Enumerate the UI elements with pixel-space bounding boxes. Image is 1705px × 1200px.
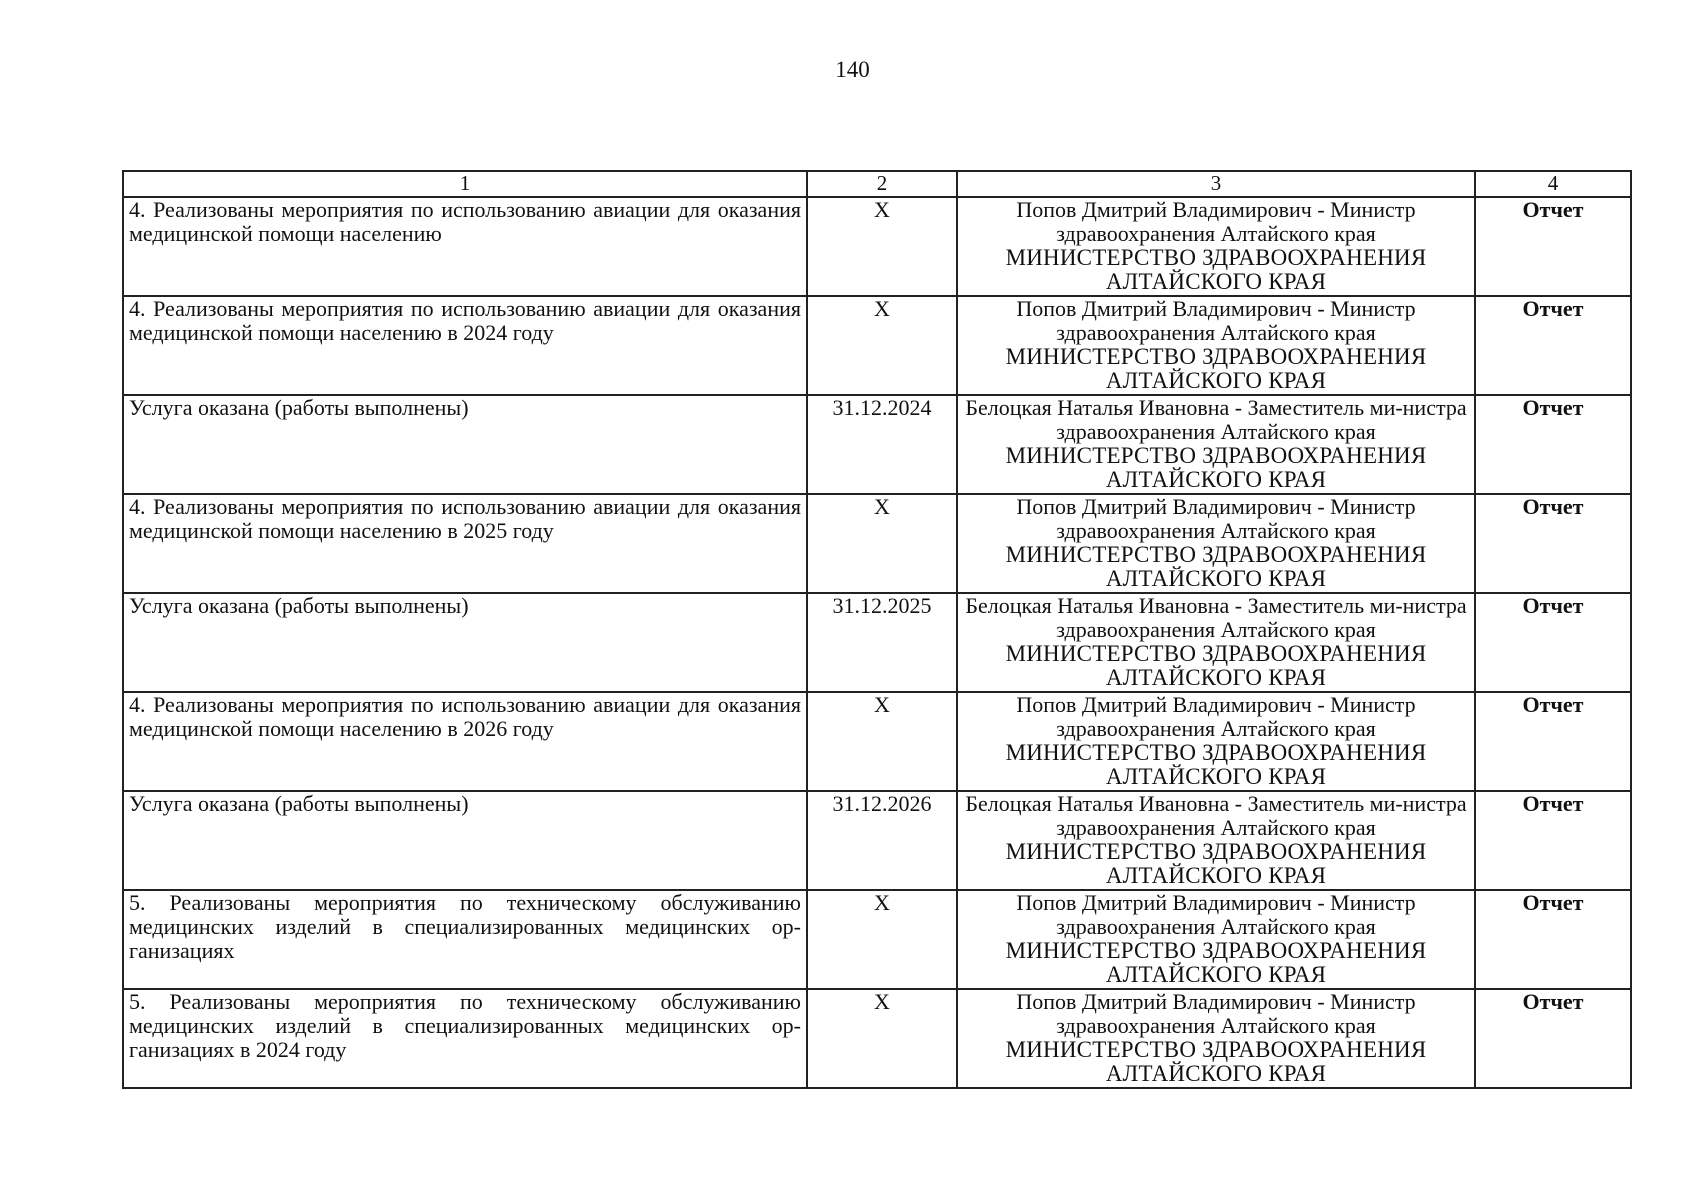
responsible-organization: МИНИСТЕРСТВО ЗДРАВООХРАНЕНИЯ АЛТАЙСКОГО КРАЯ xyxy=(1005,542,1427,591)
responsible-organization: МИНИСТЕРСТВО ЗДРАВООХРАНЕНИЯ АЛТАЙСКОГО КРАЯ xyxy=(1005,839,1427,888)
responsible-person: Белоцкая Наталья Ивановна - Заместитель ми-нистра здравоохранения Алтайского края xyxy=(965,395,1467,444)
responsible-organization: МИНИСТЕРСТВО ЗДРАВООХРАНЕНИЯ АЛТАЙСКОГО КРАЯ xyxy=(1005,740,1427,789)
row-description: 4. Реализованы мероприятия по использованию авиации для оказания медицинской помощи населению в 2026 году xyxy=(123,692,807,791)
row-description: 5. Реализованы мероприятия по техническому обслуживанию медицинских изделий в специализированных медицинских ор-ганизациях в 2024 году xyxy=(123,989,807,1088)
row-responsible xyxy=(957,395,1475,494)
table-row xyxy=(123,791,1631,890)
table-row xyxy=(123,593,1631,692)
row-date: 31.12.2025 xyxy=(807,593,957,692)
row-document: Отчет xyxy=(1475,791,1631,890)
row-date: X xyxy=(807,692,957,791)
row-date: 31.12.2024 xyxy=(807,395,957,494)
responsible-person: Попов Дмитрий Владимирович - Министр здравоохранения Алтайского края xyxy=(1016,494,1416,543)
row-responsible xyxy=(957,692,1475,791)
row-date: X xyxy=(807,296,957,395)
row-description: 4. Реализованы мероприятия по использованию авиации для оказания медицинской помощи населению в 2024 году xyxy=(123,296,807,395)
row-document: Отчет xyxy=(1475,197,1631,296)
row-document: Отчет xyxy=(1475,890,1631,989)
row-document: Отчет xyxy=(1475,296,1631,395)
data-table xyxy=(122,170,1632,1089)
responsible-person: Белоцкая Наталья Ивановна - Заместитель ми-нистра здравоохранения Алтайского края xyxy=(965,593,1467,642)
row-document: Отчет xyxy=(1475,989,1631,1088)
row-description: Услуга оказана (работы выполнены) xyxy=(123,791,807,890)
column-header-2: 2 xyxy=(807,171,957,197)
row-document: Отчет xyxy=(1475,593,1631,692)
responsible-person: Попов Дмитрий Владимирович - Министр здравоохранения Алтайского края xyxy=(1016,989,1416,1038)
row-date: 31.12.2026 xyxy=(807,791,957,890)
row-responsible xyxy=(957,989,1475,1088)
row-responsible xyxy=(957,197,1475,296)
column-header-3: 3 xyxy=(957,171,1475,197)
table-row xyxy=(123,692,1631,791)
row-date: X xyxy=(807,989,957,1088)
row-description: 5. Реализованы мероприятия по техническому обслуживанию медицинских изделий в специализированных медицинских ор-ганизациях xyxy=(123,890,807,989)
table-row xyxy=(123,395,1631,494)
row-description: 4. Реализованы мероприятия по использованию авиации для оказания медицинской помощи населению в 2025 году xyxy=(123,494,807,593)
table-row xyxy=(123,296,1631,395)
table-row xyxy=(123,494,1631,593)
row-document: Отчет xyxy=(1475,692,1631,791)
column-header-1: 1 xyxy=(123,171,807,197)
responsible-organization: МИНИСТЕРСТВО ЗДРАВООХРАНЕНИЯ АЛТАЙСКОГО КРАЯ xyxy=(1005,245,1427,294)
column-header-4: 4 xyxy=(1475,171,1631,197)
row-date: X xyxy=(807,197,957,296)
table-row xyxy=(123,197,1631,296)
row-date: X xyxy=(807,494,957,593)
row-document: Отчет xyxy=(1475,395,1631,494)
row-description: Услуга оказана (работы выполнены) xyxy=(123,395,807,494)
responsible-person: Попов Дмитрий Владимирович - Министр здравоохранения Алтайского края xyxy=(1016,890,1416,939)
row-responsible xyxy=(957,890,1475,989)
row-description: Услуга оказана (работы выполнены) xyxy=(123,593,807,692)
row-responsible xyxy=(957,593,1475,692)
responsible-person: Попов Дмитрий Владимирович - Министр здравоохранения Алтайского края xyxy=(1016,197,1416,246)
responsible-organization: МИНИСТЕРСТВО ЗДРАВООХРАНЕНИЯ АЛТАЙСКОГО КРАЯ xyxy=(1005,443,1427,492)
row-responsible xyxy=(957,494,1475,593)
row-responsible xyxy=(957,296,1475,395)
row-date: X xyxy=(807,890,957,989)
table-row xyxy=(123,989,1631,1088)
responsible-organization: МИНИСТЕРСТВО ЗДРАВООХРАНЕНИЯ АЛТАЙСКОГО КРАЯ xyxy=(1005,1037,1427,1086)
page-number: 140 xyxy=(835,57,870,82)
responsible-person: Попов Дмитрий Владимирович - Министр здравоохранения Алтайского края xyxy=(1016,296,1416,345)
table-header-row xyxy=(123,171,1631,197)
responsible-organization: МИНИСТЕРСТВО ЗДРАВООХРАНЕНИЯ АЛТАЙСКОГО КРАЯ xyxy=(1005,641,1427,690)
row-document: Отчет xyxy=(1475,494,1631,593)
responsible-person: Попов Дмитрий Владимирович - Министр здравоохранения Алтайского края xyxy=(1016,692,1416,741)
table-row xyxy=(123,890,1631,989)
responsible-person: Белоцкая Наталья Ивановна - Заместитель ми-нистра здравоохранения Алтайского края xyxy=(965,791,1467,840)
responsible-organization: МИНИСТЕРСТВО ЗДРАВООХРАНЕНИЯ АЛТАЙСКОГО КРАЯ xyxy=(1005,344,1427,393)
responsible-organization: МИНИСТЕРСТВО ЗДРАВООХРАНЕНИЯ АЛТАЙСКОГО КРАЯ xyxy=(1005,938,1427,987)
row-description: 4. Реализованы мероприятия по использованию авиации для оказания медицинской помощи населению xyxy=(123,197,807,296)
row-responsible xyxy=(957,791,1475,890)
